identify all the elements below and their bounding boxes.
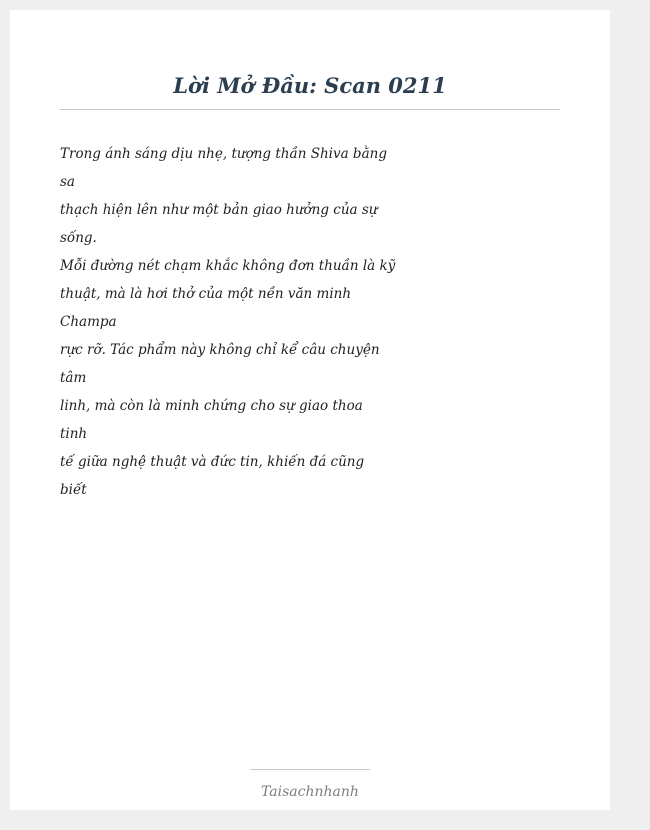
text-line: tinh (60, 426, 88, 442)
title-divider (60, 109, 560, 110)
text-line: thạch hiện lên như một bản giao hưởng của sự (60, 202, 378, 218)
text-line: Trong ánh sáng dịu nhẹ, tượng thần Shiva bằng (60, 146, 387, 162)
text-line: sa (60, 174, 75, 190)
text-line: tế giữa nghệ thuật và đức tin, khiến đá cũng (60, 454, 365, 470)
text-line: sống. (60, 230, 97, 246)
page-title: Lời Mở Đầu: Scan 0211 (173, 73, 447, 98)
text-line: thuật, mà là hơi thở của một nền văn minh (60, 286, 352, 302)
text-line: rực rỡ. Tác phẩm này không chỉ kể câu chuyện (60, 342, 380, 358)
footer-brand: Taisachnhanh (261, 784, 359, 800)
document-page (10, 10, 610, 810)
body-text (60, 140, 396, 504)
footer-divider (250, 769, 370, 770)
text-line: biết (60, 482, 87, 498)
text-line: Mỗi đường nét chạm khắc không đơn thuần là kỹ (60, 258, 396, 274)
text-line: linh, mà còn là minh chứng cho sự giao thoa (60, 398, 363, 414)
text-line: tâm (60, 370, 87, 386)
text-line: Champa (60, 314, 117, 330)
